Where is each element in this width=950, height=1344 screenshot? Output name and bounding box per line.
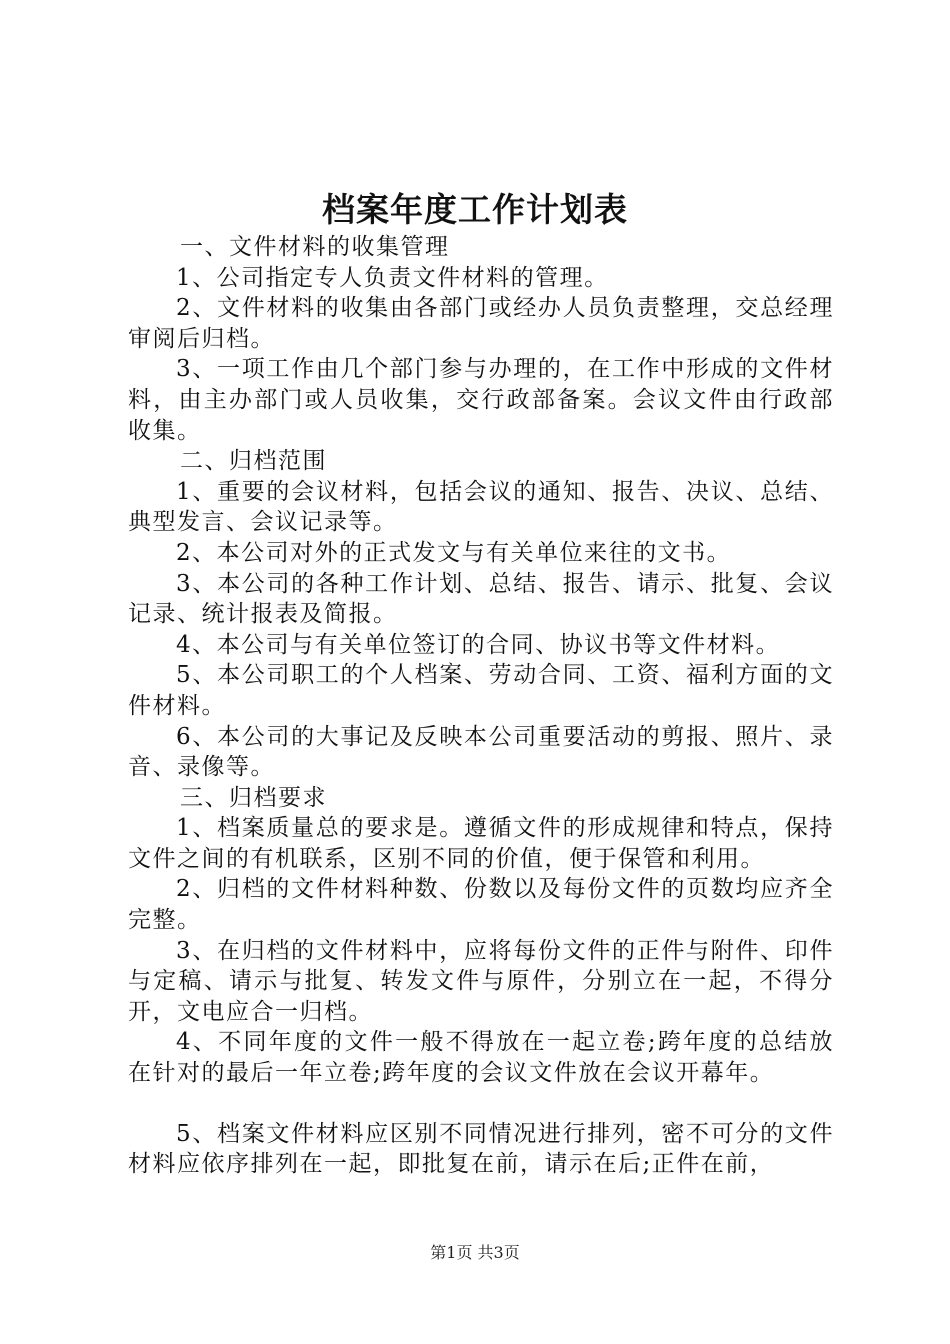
document-title: 档案年度工作计划表 [322, 190, 628, 229]
paragraph: 5、本公司职工的个人档案、劳动合同、工资、福利方面的文件材料。 [128, 662, 834, 719]
paragraph: 3、一项工作由几个部门参与办理的，在工作中形成的文件材料，由主办部门或人员收集，交行政部备案。会议文件由行政部收集。 [128, 356, 834, 444]
section-heading-requirements: 三、归档要求 [180, 784, 327, 811]
paragraph: 3、在归档的文件材料中，应将每份文件的正件与附件、印件与定稿、请示与批复、转发文件与原件，分别立在一起，不得分开，文电应合一归档。 [128, 937, 834, 1025]
paragraph: 2、文件材料的收集由各部门或经办人员负责整理，交总经理审阅后归档。 [128, 295, 834, 352]
paragraph: 2、本公司对外的正式发文与有关单位来往的文书。 [176, 539, 732, 566]
paragraph: 4、本公司与有关单位签订的合同、协议书等文件材料。 [176, 631, 781, 658]
document-body [128, 232, 834, 1180]
paragraph: 2、归档的文件材料种数、份数以及每份文件的页数均应齐全完整。 [128, 876, 834, 934]
paragraph: 1、重要的会议材料，包括会议的通知、报告、决议、总结、典型发言、会议记录等。 [128, 478, 834, 536]
paragraph: 6、本公司的大事记及反映本公司重要活动的剪报、照片、录音、录像等。 [128, 723, 834, 781]
paragraph: 4、不同年度的文件一般不得放在一起立卷;跨年度的总结放在针对的最后一年立卷;跨年度的会议文件放在会议开幕年。 [128, 1029, 834, 1087]
section-heading-scope: 二、归档范围 [180, 448, 327, 475]
page-number: 第1页 共3页 [430, 1243, 520, 1262]
paragraph: 1、公司指定专人负责文件材料的管理。 [176, 264, 609, 291]
paragraph: 3、本公司的各种工作计划、总结、报告、请示、批复、会议记录、统计报表及简报。 [128, 570, 834, 628]
paragraph: 5、档案文件材料应区别不同情况进行排列，密不可分的文件材料应依序排列在一起，即批复在前，请示在后;正件在前， [128, 1120, 834, 1178]
paragraph: 1、档案质量总的要求是。遵循文件的形成规律和特点，保持文件之间的有机联系，区别不同的价值，便于保管和利用。 [128, 815, 834, 872]
section-heading-collection: 一、文件材料的收集管理 [180, 234, 450, 260]
